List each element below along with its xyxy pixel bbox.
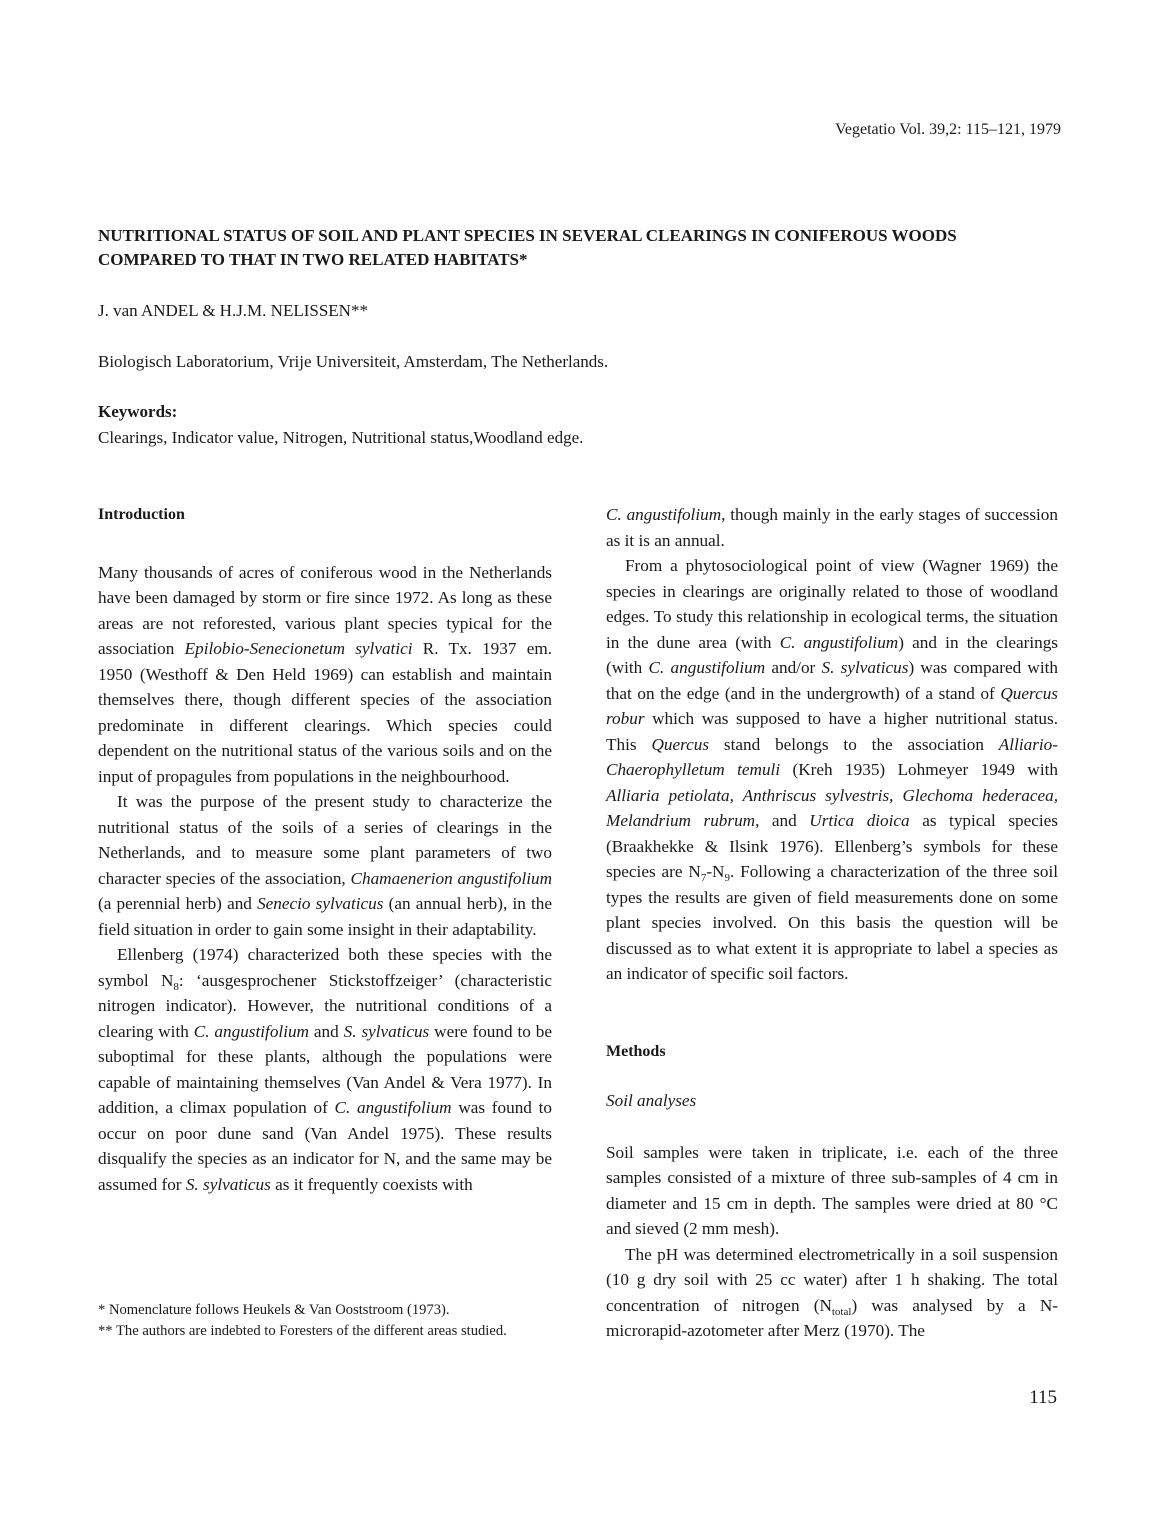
page-number: 115 [1029, 1387, 1057, 1408]
intro-paragraph-2: It was the purpose of the present study to characterize the nutritional status of the soils of a series of clearings in the Netherlands, and to measure some plant parameters of two character species of the association, Chamaenerion angustifolium (a perennial herb) and Senecio sylvaticus (an annual herb), in the field situation in order to gain some insight in their adaptability. [98, 792, 553, 939]
right-column [606, 502, 1058, 1344]
keywords-text: Clearings, Indicator value, Nitrogen, Nutritional status,Woodland edge. [98, 428, 584, 447]
methods-heading: Methods [606, 1042, 666, 1060]
intro-paragraph-4: C. angustifolium, though mainly in the early stages of succession as it is an annual. [606, 505, 1058, 550]
left-column [98, 502, 552, 1197]
soil-analyses-subheading: Soil analyses [606, 1091, 697, 1110]
journal-reference: Vegetatio Vol. 39,2: 115–121, 1979 [835, 121, 1061, 138]
methods-paragraph-2: The pH was determined electrometrically in a soil suspension (10 g dry soil with 25 cc water) after 1 h shaking. The total concentration of nitrogen $(N_{total})$ was analysed by a N-microrapid-azotometer after Merz (1970). The [606, 1244, 1058, 1340]
authors: J. van ANDEL & H.J.M. NELISSEN** [98, 301, 368, 320]
introduction-heading: Introduction [98, 506, 185, 523]
methods-paragraph-1: Soil samples were taken in triplicate, i.e. each of the three samples consisted of a mixture of three sub-samples of 4 cm in diameter and 15 cm in depth. The samples were dried at 80 °C and sieved (2 mm mesh). [606, 1142, 1058, 1238]
affiliation: Biologisch Laboratorium, Vrije Universiteit, Amsterdam, The Netherlands. [98, 352, 609, 371]
footnote-1: * Nomenclature follows Heukels & Van Ooststroom (1973). [98, 1302, 450, 1318]
intro-paragraph-5: From a phytosociological point of view (Wagner 1969) the species in clearings are originally related to those of woodland edges. To study this relationship in ecological terms, the situation in the dune area (with C. angustifolium) and in the clearings (with C. angustifolium and/or S. sylvaticus) was compared with that on the edge (and in the undergrowth) of a stand of Quercus robur which was supposed to have a higher nutritional status. This Quercus stand belongs to the association Alliario-Chaerophylletum temuli (Kreh 1935) Lohmeyer 1949 with Alliaria petiolata, Anthriscus sylvestris, Glechoma hederacea, Melandrium rubrum, and Urtica dioica as typical species (Braakhekke & Ilsink 1976). Ellenberg’s symbols for these species are $N_7-N_9$. Following a characterization of the three soil types the results are given of field measurements done on some plant species involved. On this basis the question will be discussed as to what extent it is appropriate to label a species as an indicator of specific soil factors. [606, 556, 1059, 983]
intro-paragraph-3: Ellenberg (1974) characterized both these species with the symbol $N_8$: ‘ausgesprochener Stickstoffzeiger’ (characteristic nitrogen indicator). However, the nutritional conditions of a clearing with C. angustifolium and S. sylvaticus were found to be suboptimal for these plants, although the populations were capable of maintaining themselves (Van Andel & Vera 1977). In addition, a climax population of C. angustifolium was found to occur on poor dune sand (Van Andel 1975). These results disqualify the species as an indicator for N, and the same may be assumed for S. sylvaticus as it frequently coexists with [98, 945, 552, 1194]
footnote-2: ** The authors are indebted to Foresters of the different areas studied. [98, 1323, 507, 1339]
keywords-heading: Keywords: [98, 402, 178, 421]
footnotes [98, 1300, 552, 1342]
intro-paragraph-1: Many thousands of acres of coniferous wood in the Netherlands have been damaged by storm or fire since 1972. As long as these areas are not reforested, various plant species typical for the association Epilobio-Senecionetum sylvatici R. Tx. 1937 em. 1950 (Westhoff & Den Held 1969) can establish and maintain themselves there, though different species of the association predominate in different clearings. Which species could dependent on the nutritional status of the various soils and on the input of propagules from populations in the neighbourhood. [98, 562, 553, 786]
paper-title: NUTRITIONAL STATUS OF SOIL AND PLANT SPECIES IN SEVERAL CLEARINGS IN CONIFEROUS WOODS COMPARED TO THAT IN TWO RELATED HABITATS* [98, 226, 957, 269]
